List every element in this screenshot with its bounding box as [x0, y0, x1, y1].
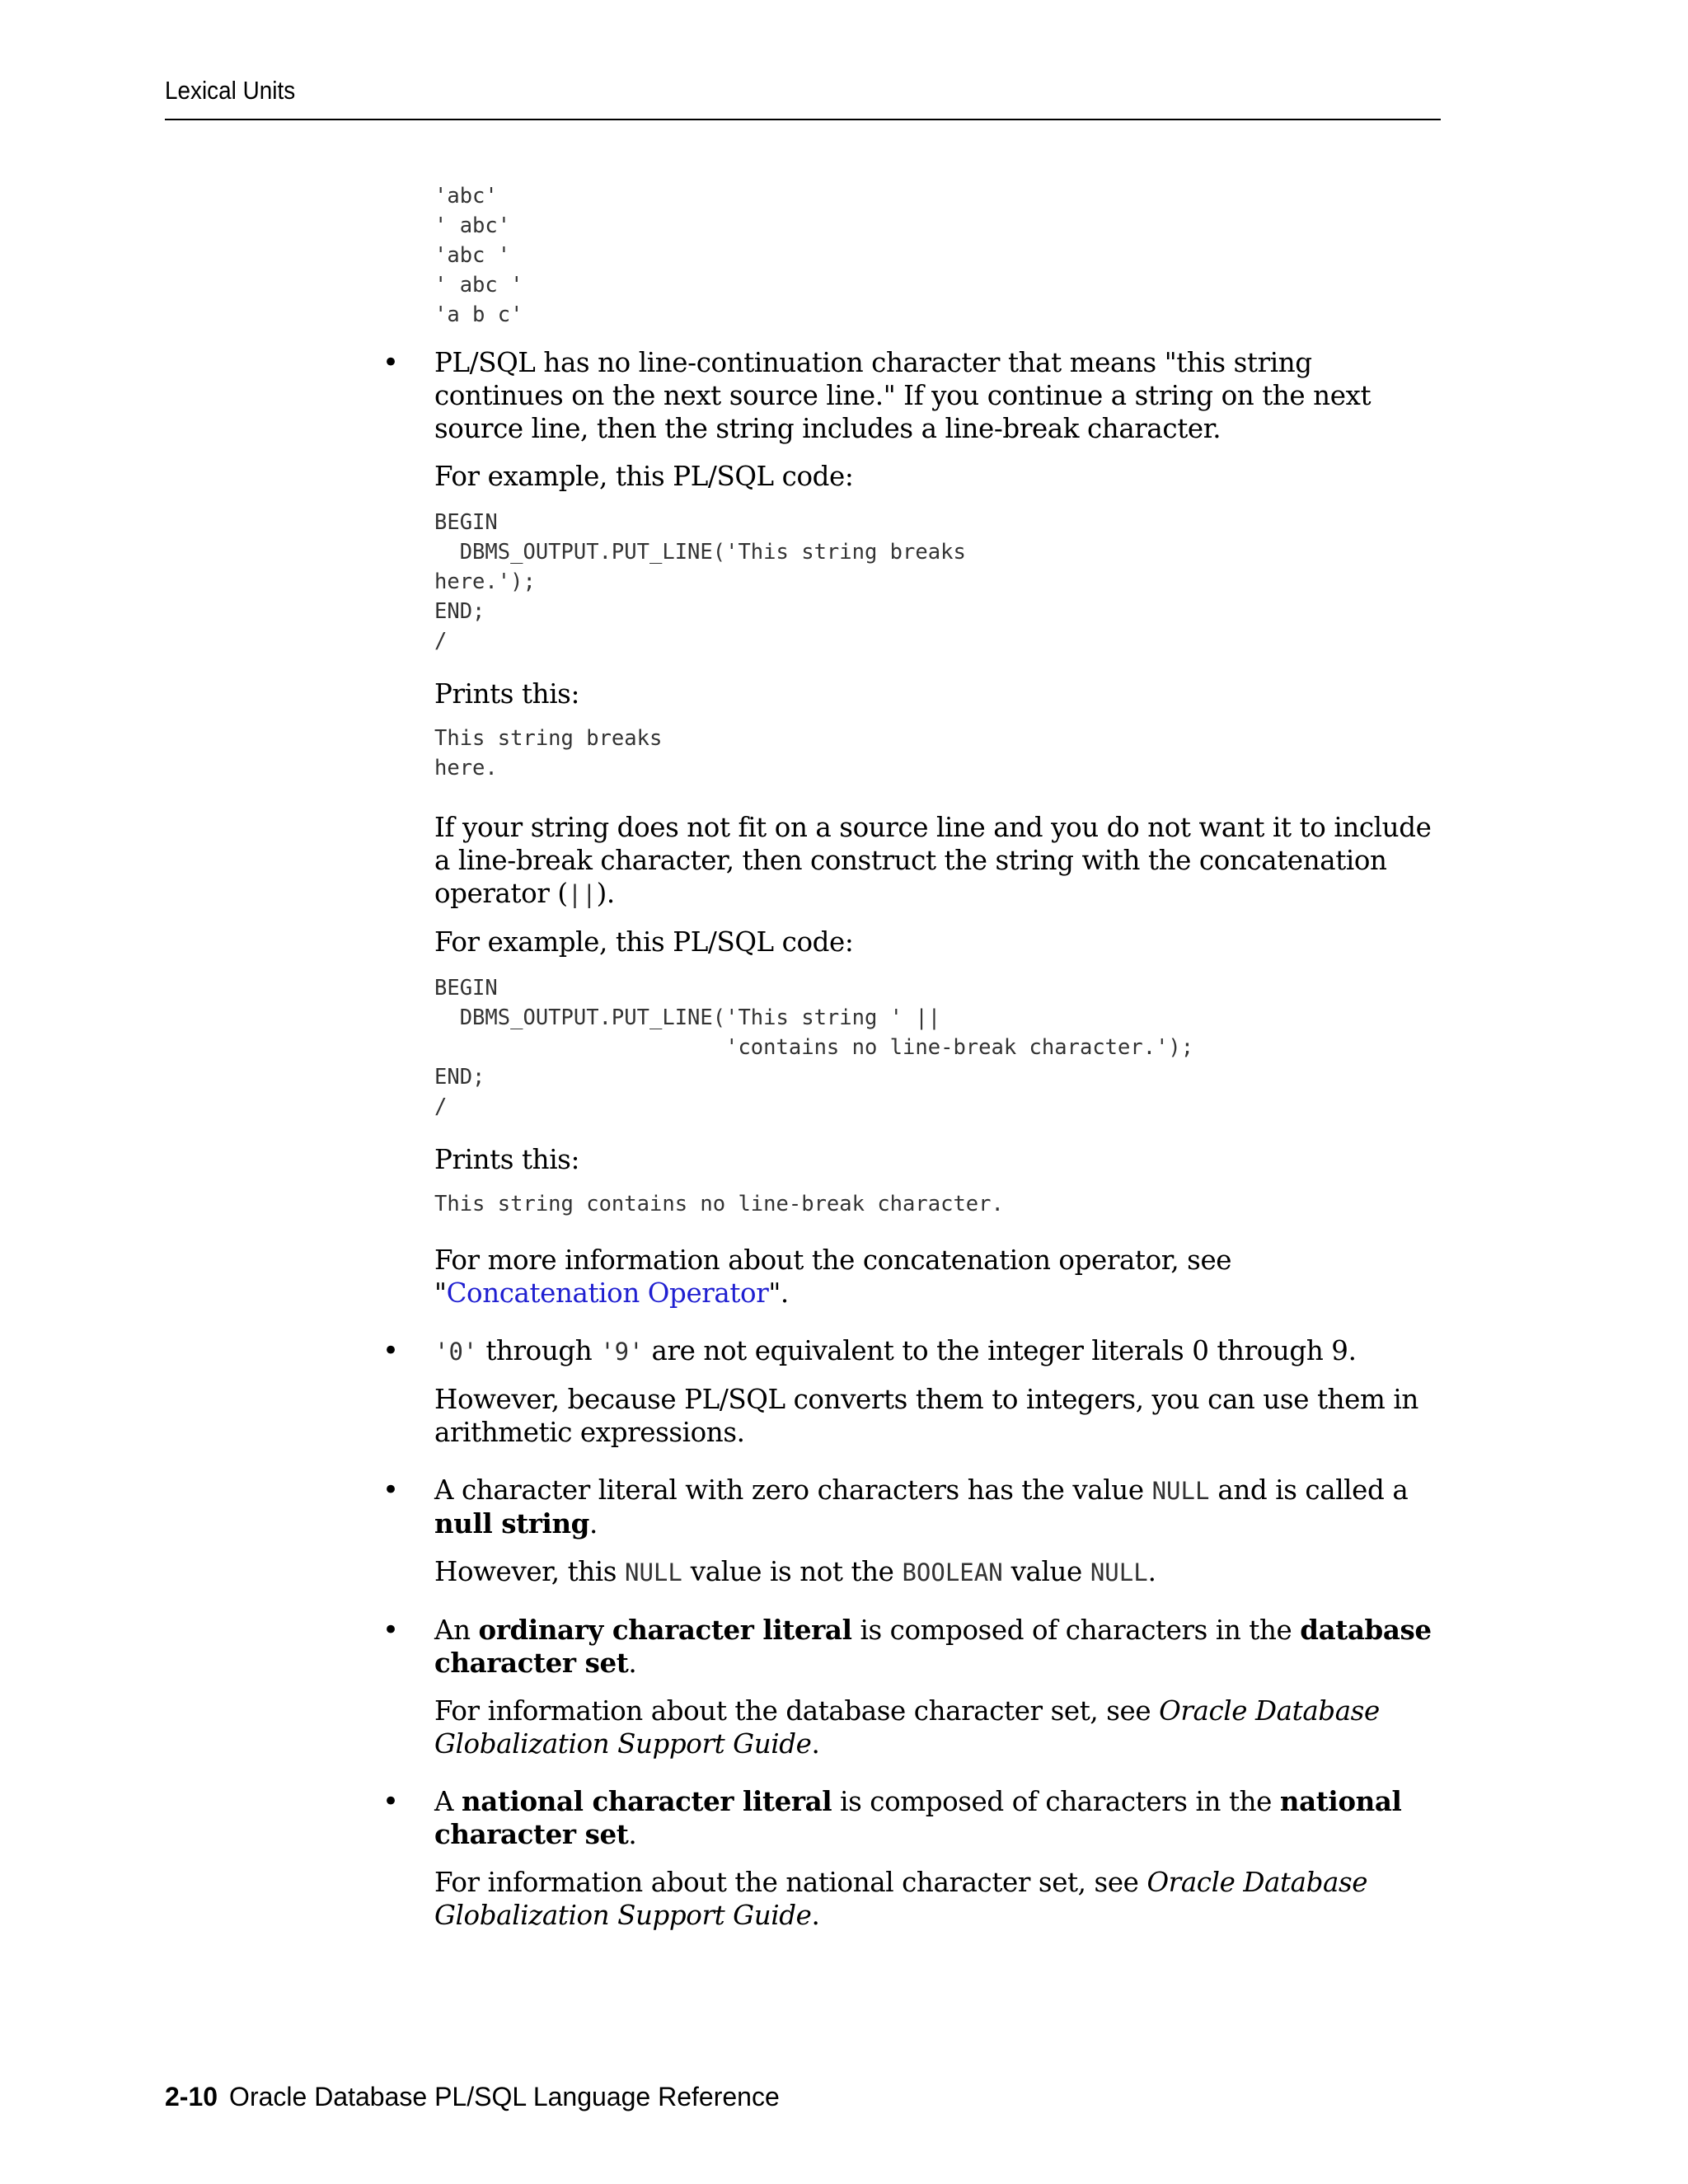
paragraph: For more information about the concatenation operator, see "Concatenation Operator".	[434, 1244, 1232, 1309]
bullet-icon: •	[382, 1614, 400, 1647]
paragraph: For information about the national character set, see Oracle Database Globalization Support Guide.	[434, 1867, 1368, 1931]
list-item-ordinary-literal	[382, 1614, 1441, 1760]
code-example-breaks: BEGIN DBMS_OUTPUT.PUT_LINE('This string breaks here.'); END; /	[434, 510, 966, 654]
paragraph: For example, this PL/SQL code:	[434, 461, 854, 492]
list-item-line-continuation	[382, 346, 1441, 1310]
code-output-breaks: This string breaks here.	[434, 726, 663, 780]
paragraph: If your string does not fit on a source line and you do not want it to include a line-break character, then construct the string with the concatenation operator (||).	[434, 812, 1432, 909]
bullet-icon: •	[382, 346, 400, 379]
paragraph: Prints this:	[434, 1144, 580, 1175]
section-title: Lexical Units	[165, 76, 296, 105]
paragraph: An ordinary character literal is composed of characters in the database character set.	[434, 1614, 1432, 1679]
list-item-national-literal	[382, 1785, 1441, 1932]
page-number: 2-10	[165, 2082, 218, 2111]
page-footer	[165, 2082, 780, 2112]
paragraph: '0' through '9' are not equivalent to the integer literals 0 through 9.	[434, 1335, 1357, 1366]
paragraph: For information about the database character set, see Oracle Database Globalization Support Guide.	[434, 1695, 1380, 1760]
page-header	[165, 73, 1441, 120]
page-content	[165, 181, 1441, 1932]
paragraph: PL/SQL has no line-continuation character that means "this string continues on the next source line." If you continue a string on the next source line, then the string includes a line-break character.	[434, 347, 1372, 444]
paragraph: However, because PL/SQL converts them to integers, you can use them in arithmetic expressions.	[434, 1384, 1418, 1448]
paragraph: Prints this:	[434, 678, 580, 710]
code-output-concat: This string contains no line-break character.	[434, 1192, 1004, 1216]
code-example-concat: BEGIN DBMS_OUTPUT.PUT_LINE('This string ' || 'contains no line-break character.'); END; /	[434, 976, 1194, 1119]
paragraph: For example, this PL/SQL code:	[434, 926, 854, 958]
bullet-icon: •	[382, 1334, 400, 1367]
code-string-examples: 'abc' ' abc' 'abc ' ' abc ' 'a b c'	[434, 184, 523, 327]
bullet-icon: •	[382, 1474, 400, 1507]
paragraph: However, this NULL value is not the BOOLEAN value NULL.	[434, 1556, 1156, 1587]
string-examples-block	[434, 181, 1441, 330]
bullet-icon: •	[382, 1785, 400, 1818]
list-item-digit-literals	[382, 1334, 1441, 1449]
concat-operator-code: ||	[567, 880, 597, 908]
list-item-null-string	[382, 1474, 1441, 1589]
paragraph: A national character literal is composed of characters in the national character set.	[434, 1785, 1402, 1850]
paragraph: A character literal with zero characters has the value NULL and is called a null string.	[434, 1474, 1409, 1540]
concatenation-operator-link[interactable]: Concatenation Operator	[446, 1277, 769, 1309]
book-title: Oracle Database PL/SQL Language Reference	[229, 2082, 780, 2111]
